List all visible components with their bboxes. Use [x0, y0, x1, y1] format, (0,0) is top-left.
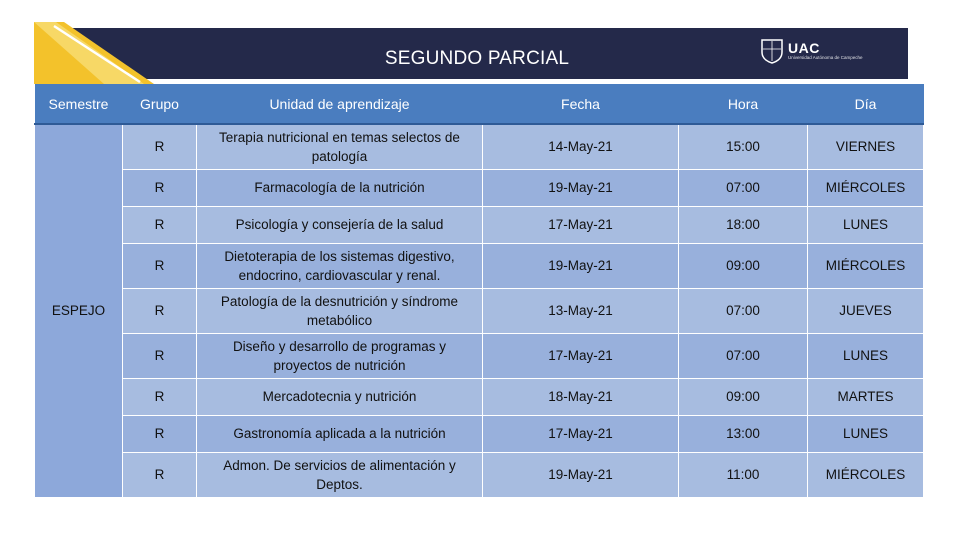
logo-subtext: Universidad Autónoma de Campeche: [788, 55, 863, 61]
fecha-cell: 19-May-21: [483, 169, 679, 206]
fecha-cell: 17-May-21: [483, 333, 679, 378]
column-header-grupo: Grupo: [123, 84, 197, 124]
table-row: [35, 288, 924, 333]
dia-cell: LUNES: [808, 415, 924, 452]
hora-cell: 18:00: [679, 206, 808, 243]
fecha-cell: 19-May-21: [483, 243, 679, 288]
dia-cell: MARTES: [808, 378, 924, 415]
hora-cell: 09:00: [679, 243, 808, 288]
hora-cell: 09:00: [679, 378, 808, 415]
table-row: [35, 415, 924, 452]
grupo-cell: R: [123, 378, 197, 415]
unidad-cell: Farmacología de la nutrición: [197, 169, 483, 206]
table-row: [35, 333, 924, 378]
column-header-unidad: Unidad de aprendizaje: [197, 84, 483, 124]
unidad-cell: Patología de la desnutrición y síndrome metabólico: [197, 288, 483, 333]
dia-cell: MIÉRCOLES: [808, 169, 924, 206]
dia-cell: MIÉRCOLES: [808, 452, 924, 497]
fecha-cell: 17-May-21: [483, 206, 679, 243]
table-row: [35, 243, 924, 288]
fecha-cell: 19-May-21: [483, 452, 679, 497]
table-header-row: [35, 84, 924, 124]
grupo-cell: R: [123, 452, 197, 497]
unidad-cell: Terapia nutricional en temas selectos de patología: [197, 124, 483, 169]
hora-cell: 07:00: [679, 288, 808, 333]
table-row: [35, 378, 924, 415]
unidad-cell: Psicología y consejería de la salud: [197, 206, 483, 243]
grupo-cell: R: [123, 124, 197, 169]
fecha-cell: 18-May-21: [483, 378, 679, 415]
unidad-cell: Admon. De servicios de alimentación y Deptos.: [197, 452, 483, 497]
fecha-cell: 14-May-21: [483, 124, 679, 169]
university-logo: [760, 36, 863, 66]
column-header-semestre: Semestre: [35, 84, 123, 124]
unidad-cell: Dietoterapia de los sistemas digestivo, endocrino, cardiovascular y renal.: [197, 243, 483, 288]
grupo-cell: R: [123, 288, 197, 333]
hora-cell: 07:00: [679, 333, 808, 378]
hora-cell: 13:00: [679, 415, 808, 452]
unidad-cell: Gastronomía aplicada a la nutrición: [197, 415, 483, 452]
grupo-cell: R: [123, 169, 197, 206]
unidad-cell: Diseño y desarrollo de programas y proyectos de nutrición: [197, 333, 483, 378]
column-header-hora: Hora: [679, 84, 808, 124]
dia-cell: MIÉRCOLES: [808, 243, 924, 288]
dia-cell: LUNES: [808, 206, 924, 243]
logo-text: UAC: [788, 40, 820, 57]
hora-cell: 11:00: [679, 452, 808, 497]
hora-cell: 15:00: [679, 124, 808, 169]
grupo-cell: R: [123, 206, 197, 243]
fecha-cell: 17-May-21: [483, 415, 679, 452]
page-title: SEGUNDO PARCIAL: [384, 48, 570, 69]
unidad-cell: Mercadotecnia y nutrición: [197, 378, 483, 415]
table-row: [35, 169, 924, 206]
column-header-fecha: Fecha: [483, 84, 679, 124]
grupo-cell: R: [123, 333, 197, 378]
seal-icon: [760, 38, 784, 64]
table-row: [35, 452, 924, 497]
semestre-cell: ESPEJO: [35, 124, 123, 497]
dia-cell: VIERNES: [808, 124, 924, 169]
column-header-dia: Día: [808, 84, 924, 124]
table-row: [35, 124, 924, 169]
dia-cell: JUEVES: [808, 288, 924, 333]
grupo-cell: R: [123, 243, 197, 288]
grupo-cell: R: [123, 415, 197, 452]
hora-cell: 07:00: [679, 169, 808, 206]
dia-cell: LUNES: [808, 333, 924, 378]
table-row: [35, 206, 924, 243]
exam-schedule-table: [34, 84, 924, 498]
fecha-cell: 13-May-21: [483, 288, 679, 333]
